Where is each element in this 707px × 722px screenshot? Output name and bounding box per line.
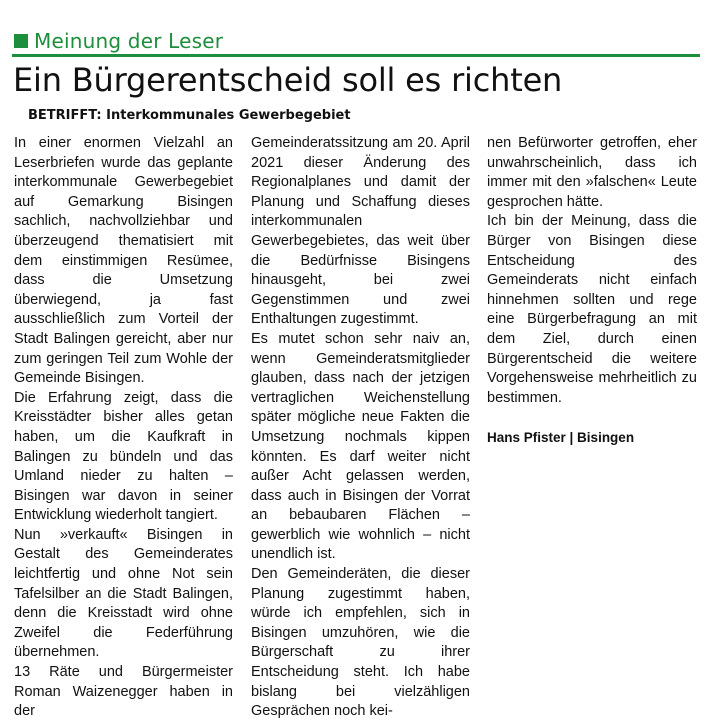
green-rule-divider <box>12 54 700 57</box>
article-subject: BETRIFFT: Interkommunales Gewerbegebiet <box>28 108 351 123</box>
paragraph: Den Gemeinderäten, die dieser Planung zugestimmt haben, würde ich empfehlen, sich in Bisingen umzuhören, wie die Bürgerschaft zu ihrer Entscheidung steht. Ich habe bislang bei vielzähligen Gesprächen noch kei- <box>251 566 470 720</box>
paragraph: nen Befürworter getroffen, eher unwahrscheinlich, dass ich immer mit den »falschen« Leute gesprochen hätte. <box>487 135 697 210</box>
paragraph: 13 Räte und Bürgermeister Roman Waizenegger haben in der <box>14 664 233 720</box>
text-column-2 <box>251 134 470 720</box>
green-square-icon <box>14 34 28 48</box>
rubric-header <box>14 29 223 53</box>
paragraph: Ich bin der Meinung, dass die Bürger von Bisingen diese Entscheidung des Gemeinderats nicht einfach hinnehmen sollten und rege eine Bürgerbefragung an mit dem Ziel, durch einen Bürgerentscheid die weitere Vorgehensweise mehrheitlich zu bestimmen. <box>487 213 697 406</box>
paragraph: Es mutet schon sehr naiv an, wenn Gemeinderatsmitglieder glauben, dass nach der jetzigen vertraglichen Weichenstellung später mögliche neue Fakten die Umsetzung nochmals kippen könnten. Es darf weiter nicht außer Acht gelassen werden, dass auch in Bisingen der Vorrat an bebaubaren Flächen – gewerblich wie wohnlich – nicht unendlich ist. <box>251 330 470 563</box>
paragraph: Die Erfahrung zeigt, dass die Kreisstädter bisher alles getan haben, um die Kaufkraft in Balingen zu bündeln und das Umland nieder zu halten – Bisingen war davon in seiner Entwicklung wiederholt tangiert. <box>14 389 233 524</box>
author-signature: Hans Pfister | Bisingen <box>487 429 635 445</box>
article-headline: Ein Bürgerentscheid soll es richten <box>13 61 563 99</box>
paragraph: In einer enormen Vielzahl an Leserbriefen wurde das geplante interkommunale Gewerbegebiet auf Gemarkung Bisingen sachlich, nachvollziehbar und überzeugend thematisiert mit dem einstimmigen Resümee, dass die Umsetzung überwiegend, ja fast ausschließlich zum Vorteil der Stadt Balingen gereicht, aber nur zum geringen Teil zum Wohle der Gemeinde Bisingen. <box>14 135 233 387</box>
paragraph: Gemeinderatssitzung am 20. April 2021 dieser Änderung des Regionalplanes und damit der Planung und Schaffung dieses interkommunalen Gewerbegebietes, das weit über die Bedürfnisse Bisingens hinausgeht, bei zwei Gegenstimmen und zwei Enthaltungen zugestimmt. <box>251 135 470 328</box>
rubric-title: Meinung der Leser <box>34 29 224 53</box>
paragraph: Nun »verkauft« Bisingen in Gestalt des Gemeinderates leichtfertig und ohne Not sein Tafelsilber an die Stadt Balingen, denn die Kreisstadt wird ohne Zweifel die Federführung übernehmen. <box>14 526 233 661</box>
text-column-1 <box>14 134 233 720</box>
text-column-3 <box>487 134 697 666</box>
